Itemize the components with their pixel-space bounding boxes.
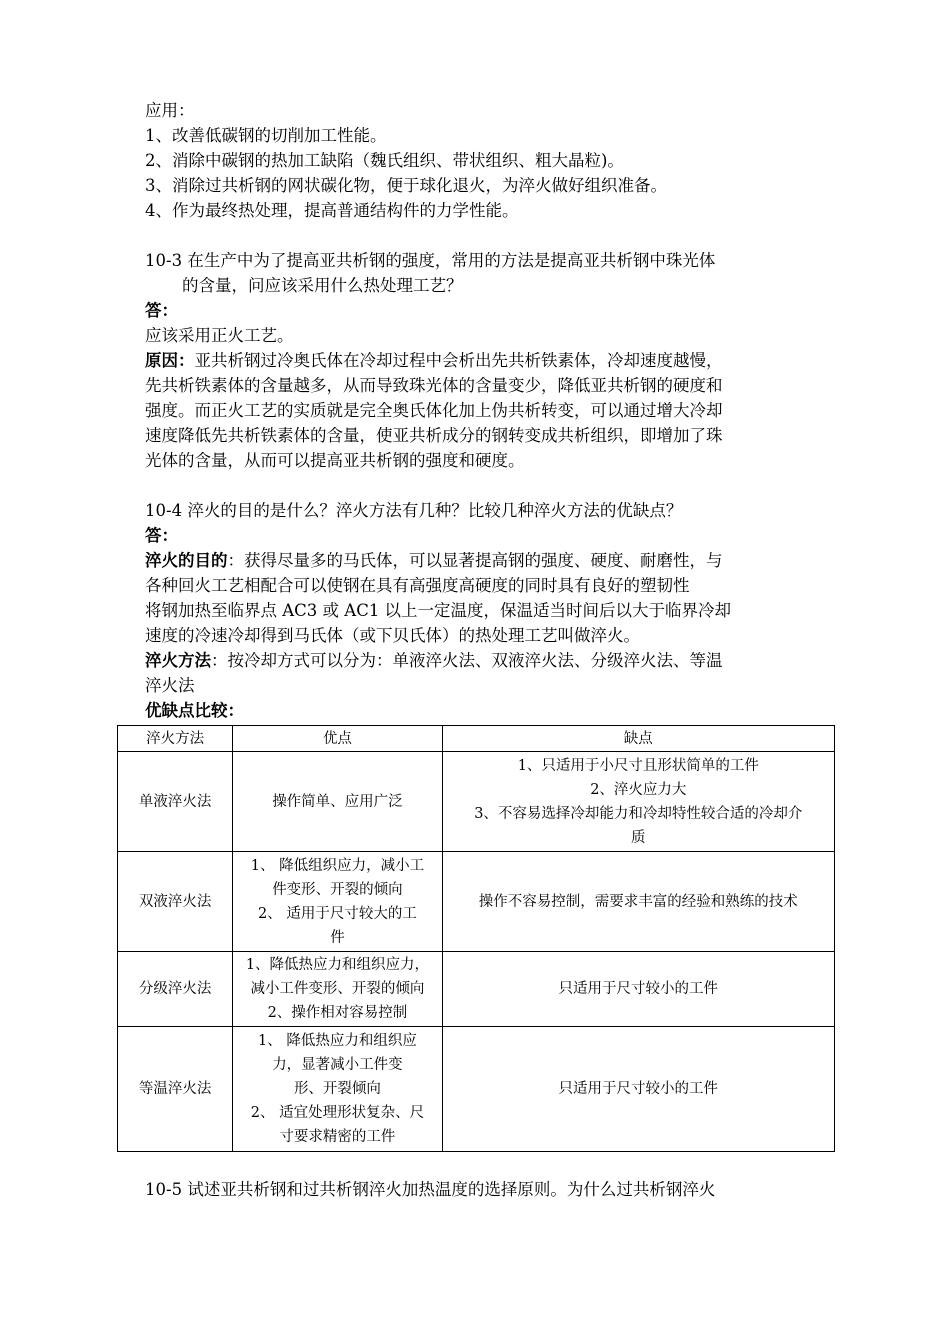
purpose-line-1: [145, 548, 835, 573]
cons-line: 只适用于尺寸较小的工件: [558, 981, 719, 997]
question-10-3-line2: 的含量，问应该采用什么热处理工艺？: [182, 276, 463, 295]
pros-line: 1、降低热应力和组织应力，: [245, 957, 430, 973]
header-cons: 缺点: [442, 726, 834, 752]
cons-cell: [442, 1027, 834, 1152]
table-row: [118, 1027, 835, 1152]
reason-line-3: 强度。而正火工艺的实质就是完全奥氏体化加上伪共析转变，可以通过增大冷却: [145, 401, 723, 420]
reason-line-1: [145, 348, 835, 373]
cons-line: 质: [631, 829, 646, 846]
cons-line: 3、不容易选择冷却能力和冷却特性较合适的冷却介: [474, 805, 803, 822]
spacer: [145, 223, 835, 248]
pros-line: 减小工件变形、开裂的倾向: [250, 981, 425, 997]
pros-line: 形、开裂倾向: [293, 1081, 381, 1097]
cons-line: 2、淬火应力大: [590, 781, 687, 798]
header-method: 淬火方法: [118, 726, 233, 752]
methods-line-1: [145, 648, 835, 673]
pros-line: 件: [330, 929, 345, 946]
spacer: [145, 473, 835, 498]
application-item-2: 2、消除中碳钢的热加工缺陷（魏氏组织、带状组织、粗大晶粒)。: [145, 151, 624, 170]
pros-line: 2、操作相对容易控制: [267, 1005, 408, 1021]
cons-line: 只适用于尺寸较小的工件: [558, 1081, 719, 1097]
pros-line: 2、 适宜处理形状复杂、尺: [250, 1105, 425, 1121]
table-row: [118, 952, 835, 1027]
methods-line-2: 淬火法: [145, 676, 195, 695]
pros-line: 操作简单、应用广泛: [272, 793, 403, 810]
applications-label: 应用：: [145, 101, 195, 120]
pros-line: 1、 降低组织应力，减小工: [250, 857, 425, 874]
definition-line-1: 将钢加热至临界点 AC3 或 AC1 以上一定温度，保温适当时间后以大于临界冷却: [145, 601, 732, 620]
reason-line-4: 速度降低先共析铁素体的含量，使亚共析成分的钢转变成共析组织，即增加了珠: [145, 426, 723, 445]
pros-line: 力，显著减小工件变: [272, 1057, 403, 1073]
answer-10-3: 应该采用正火工艺。: [145, 326, 294, 345]
answer-label-10-4: 答：: [145, 526, 178, 545]
document-body: [138, 98, 835, 1202]
reason-line-5: 光体的含量，从而可以提高亚共析钢的强度和硬度。: [145, 451, 525, 470]
question-10-4: 10-4 淬火的目的是什么？淬火方法有几种？比较几种淬火方法的优缺点？: [145, 501, 683, 520]
pros-line: 寸要求精密的工件: [279, 1129, 396, 1145]
table-row: [118, 752, 835, 852]
header-pros: 优点: [233, 726, 442, 752]
cons-cell: [442, 852, 834, 952]
application-item-1: 1、改善低碳钢的切削加工性能。: [145, 126, 387, 145]
pros-line: 1、 降低热应力和组织应: [258, 1033, 417, 1049]
cons-line: 操作不容易控制，需要求丰富的经验和熟练的技术: [478, 893, 798, 910]
method-cell: 单液淬火法: [118, 752, 233, 852]
application-item-4: 4、作为最终热处理，提高普通结构件的力学性能。: [145, 201, 519, 220]
spacer: [145, 1152, 835, 1177]
table-header-row: [118, 726, 835, 752]
table-row: [118, 852, 835, 952]
method-cell: 等温淬火法: [118, 1027, 233, 1152]
methods-text-1: ：按冷却方式可以分为：单液淬火法、双液淬火法、分级淬火法、等温: [211, 651, 723, 670]
pros-cell: [233, 852, 442, 952]
reason-text-1: 亚共析钢过冷奥氏体在冷却过程中会析出先共析铁素体，冷却速度越慢，: [194, 351, 723, 370]
cons-line: 1、只适用于小尺寸且形状简单的工件: [517, 757, 759, 774]
compare-label: 优缺点比较：: [145, 701, 244, 720]
method-cell: 分级淬火法: [118, 952, 233, 1027]
quench-methods-table: [117, 725, 835, 1152]
cons-cell: [442, 752, 834, 852]
pros-cell: [233, 752, 442, 852]
pros-cell: [233, 1027, 442, 1152]
reason-line-2: 先共析铁素体的含量越多，从而导致珠光体的含量变少，降低亚共析钢的硬度和: [145, 376, 723, 395]
method-cell: 双液淬火法: [118, 852, 233, 952]
pros-line: 2、 适用于尺寸较大的工: [258, 905, 417, 922]
purpose-line-2: 各种回火工艺相配合可以使钢在具有高强度高硬度的同时具有良好的塑韧性: [145, 576, 690, 595]
answer-label-10-3: 答：: [145, 301, 178, 320]
definition-line-2: 速度的冷速冷却得到马氏体（或下贝氏体）的热处理工艺叫做淬火。: [145, 626, 640, 645]
reason-label: 原因：: [145, 351, 195, 370]
cons-cell: [442, 952, 834, 1027]
question-10-3-line1: 10-3 在生产中为了提高亚共析钢的强度，常用的方法是提高亚共析钢中珠光体: [145, 251, 716, 270]
application-item-3: 3、消除过共析钢的网状碳化物，便于球化退火，为淬火做好组织准备。: [145, 176, 667, 195]
methods-label: 淬火方法: [145, 651, 211, 670]
purpose-text-1: ：获得尽量多的马氏体，可以显著提高钢的强度、硬度、耐磨性，与: [227, 551, 723, 570]
question-10-5: 10-5 试述亚共析钢和过共析钢淬火加热温度的选择原则。为什么过共析钢淬火: [145, 1180, 716, 1199]
purpose-label: 淬火的目的: [145, 551, 228, 570]
pros-cell: [233, 952, 442, 1027]
pros-line: 件变形、开裂的倾向: [272, 881, 403, 898]
